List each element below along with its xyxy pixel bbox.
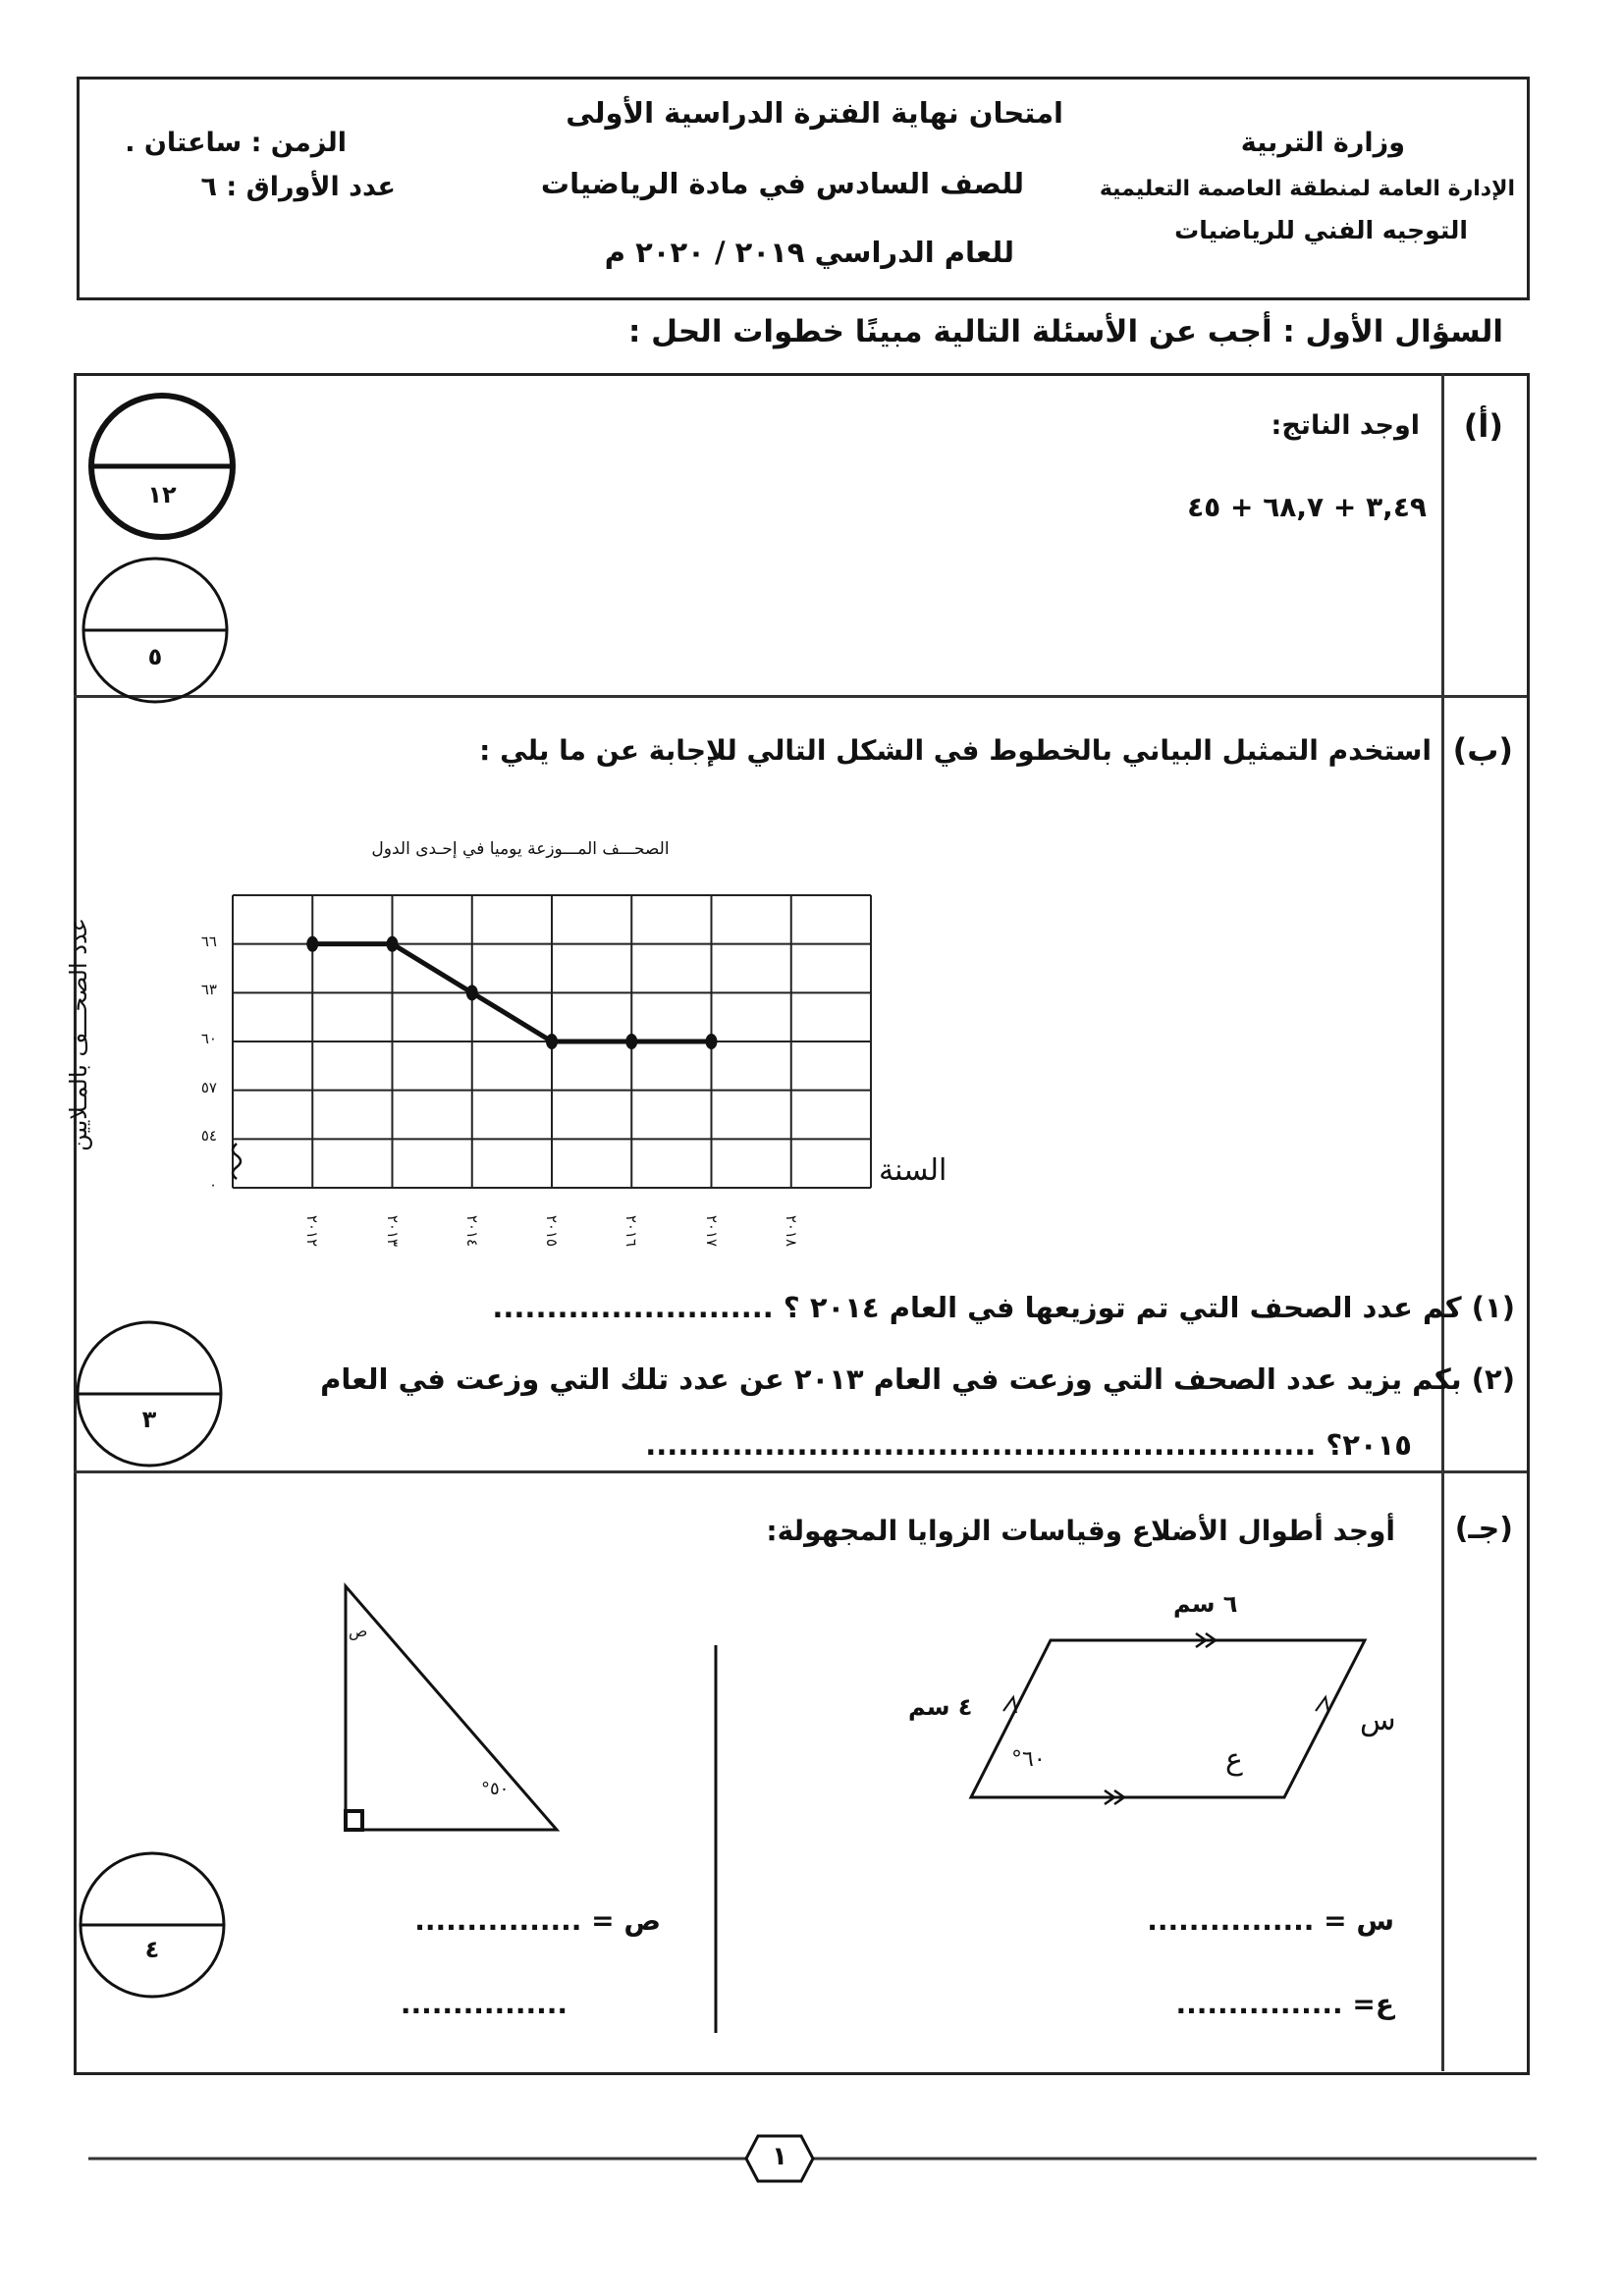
- x-tick-label: ٢٠١٣: [383, 1214, 402, 1248]
- axis-break-icon: [233, 1144, 241, 1179]
- data-point: [706, 1034, 718, 1049]
- triangle-unknown-angle: ص: [349, 1622, 368, 1640]
- exam-title: امتحان نهاية الفترة الدراسية الأولى: [566, 96, 1063, 130]
- right-triangle: [346, 1586, 557, 1830]
- line-chart: [233, 895, 871, 1188]
- part-b-label: (ب): [1452, 731, 1513, 769]
- part-b-question-2-cont: ٢٠١٥؟ ..............................................................: [645, 1428, 1412, 1462]
- data-point: [546, 1034, 558, 1049]
- question-title: السؤال الأول : أجب عن الأسئلة التالية مبينًا خطوات الحل :: [627, 314, 1503, 349]
- x-tick-label: ٢٠١٨: [782, 1214, 800, 1248]
- x-tick-label: ٢٠١٥: [543, 1214, 561, 1248]
- parallelogram-unknown-angle: ع: [1225, 1742, 1243, 1777]
- page-number: ١: [772, 2142, 787, 2171]
- score-circle-c: [81, 1853, 224, 1997]
- score-a: ٥: [147, 643, 163, 670]
- part-c-label: (جـ): [1454, 1512, 1513, 1546]
- score-circle-a: [83, 559, 227, 702]
- x-tick-label: ٢٠١٧: [702, 1214, 721, 1248]
- part-b-question-1: (١) كم عدد الصحف التي تم توزيعها في العام ٢٠١٤ ؟ ..........................: [492, 1291, 1515, 1324]
- chart-title: الصحـــف المـــوزعة يوميا في إحـدى الدول: [371, 839, 670, 859]
- score-b: ٣: [141, 1406, 157, 1433]
- parallelogram-left-side: ٤ سم: [908, 1693, 973, 1721]
- right-angle-mark: [346, 1811, 362, 1830]
- part-b-question-2: (٢) بكم يزيد عدد الصحف التي وزعت في العام ٢٠١٣ عن عدد تلك التي وزعت في العام: [320, 1362, 1515, 1396]
- y-tick-label: ٥٤: [200, 1127, 217, 1146]
- page-count: عدد الأوراق : ٦: [200, 172, 396, 202]
- y-tick-label: ٦٣: [200, 981, 217, 999]
- x-tick-label: ٢٠١٤: [462, 1214, 481, 1248]
- answer-p: ص = ................: [414, 1904, 661, 1937]
- x-tick-label: ٢٠١٦: [622, 1214, 641, 1248]
- score-circle-total: [91, 396, 233, 537]
- part-b-prompt: استخدم التمثيل البياني بالخطوط في الشكل التالي للإجابة عن ما يلي :: [479, 734, 1432, 767]
- chart-ylabel: عدد الصحـــف بالمـلايين: [65, 918, 92, 1151]
- triangle-angle: ٥٠°: [481, 1779, 510, 1799]
- y-tick-label: ٦٦: [200, 932, 217, 950]
- data-point: [466, 985, 478, 1000]
- parallelogram-unknown-side: س: [1360, 1703, 1396, 1737]
- part-c-prompt: أوجد أطوال الأضلاع وقياسات الزوايا المجهولة:: [766, 1515, 1395, 1547]
- score-circle-b: [78, 1322, 221, 1466]
- parallelogram-top-side: ٦ سم: [1173, 1590, 1238, 1618]
- data-point: [306, 936, 318, 952]
- y-tick-label: ٥٧: [200, 1078, 217, 1096]
- parallelogram-angle: ٦٠°: [1011, 1747, 1046, 1772]
- part-a-label: (أ): [1463, 407, 1503, 445]
- answer-p-line2: ................: [400, 1988, 568, 2020]
- score-total: ١٢: [147, 481, 177, 508]
- y-tick-label: ٠: [208, 1176, 217, 1194]
- data-point: [625, 1034, 637, 1049]
- part-a-prompt: اوجد الناتج:: [1271, 410, 1420, 441]
- chart-xlabel: السنة: [879, 1153, 947, 1188]
- department: التوجيه الفني للرياضيات: [1174, 216, 1468, 244]
- y-tick-label: ٦٠: [200, 1030, 217, 1047]
- answer-s: س = ................: [1147, 1904, 1394, 1937]
- x-tick-label: ٢٠١٢: [303, 1214, 322, 1248]
- directorate: الإدارة العامة لمنطقة العاصمة التعليمية: [1099, 177, 1515, 201]
- data-point: [387, 936, 399, 952]
- exam-time: الزمن : ساعتان .: [125, 128, 347, 158]
- answer-a: ع= ................: [1175, 1988, 1394, 2020]
- school-year: للعام الدراسي ٢٠١٩ / ٢٠٢٠ م: [604, 236, 1014, 269]
- parallel-mark-right: [1316, 1697, 1328, 1713]
- ministry: وزارة التربية: [1240, 128, 1405, 158]
- grade-subject: للصف السادس في مادة الرياضيات: [540, 167, 1024, 200]
- score-c: ٤: [144, 1936, 160, 1963]
- parallelogram: [971, 1633, 1365, 1804]
- part-a-expression: ٣,٤٩ + ٦٨,٧ + ٤٥: [1187, 491, 1427, 523]
